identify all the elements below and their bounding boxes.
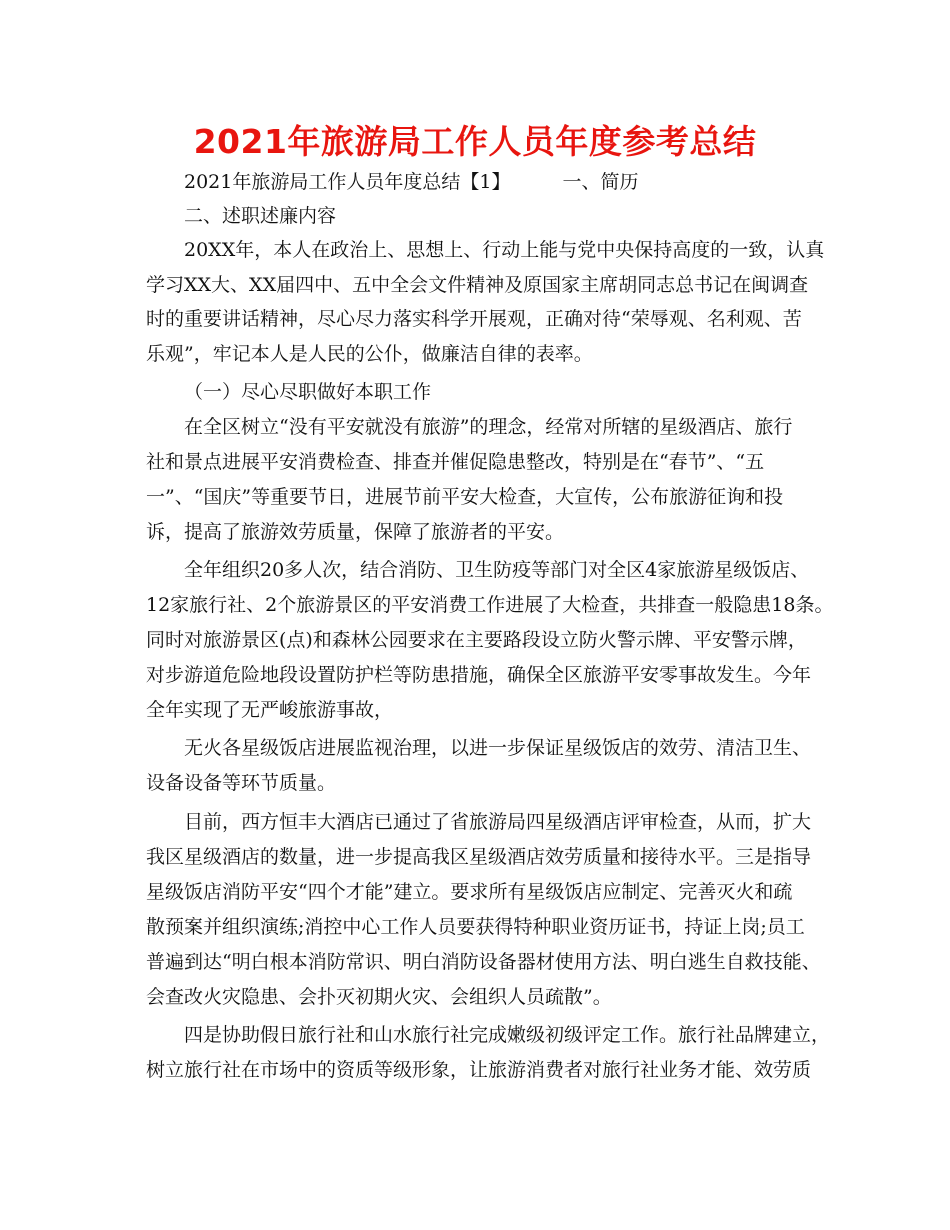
- paragraph-line: 散预案并组织演练;消控中心工作人员要获得特种职业资历证书，持证上岗;员工: [146, 916, 805, 938]
- subsection-heading: （一）尽心尽职做好本职工作: [184, 381, 432, 403]
- summary-heading: 2021年旅游局工作人员年度总结【1】: [184, 171, 511, 193]
- paragraph-line: 在全区树立“没有平安就没有旅游”的理念，经常对所辖的星级酒店、旅行: [184, 416, 793, 438]
- paragraph-line: 诉，提高了旅游效劳质量，保障了旅游者的平安。: [146, 521, 565, 543]
- paragraph-line: 一”、“国庆”等重要节日，进展节前平安大检查，大宣传，公布旅游征询和投: [146, 486, 784, 508]
- document-title: 2021年旅游局工作人员年度参考总结: [193, 122, 757, 161]
- paragraph-line: 学习XX大、XX届四中、五中全会文件精神及原国家主席胡同志总书记在闽调查: [146, 274, 809, 296]
- paragraph-line: 乐观”，牢记本人是人民的公仆，做廉洁自律的表率。: [146, 343, 593, 365]
- paragraph-line: 20XX年，本人在政治上、思想上、行动上能与党中央保持高度的一致，认真: [184, 239, 825, 261]
- paragraph-line: 同时对旅游景区(点)和森林公园要求在主要路段设立防火警示牌、平安警示牌，: [146, 629, 807, 651]
- paragraph-line: 普遍到达“明白根本消防常识、明白消防设备器材使用方法、明白逃生自救技能、: [146, 951, 821, 973]
- paragraph-line: 全年组织20多人次，结合消防、卫生防疫等部门对全区4家旅游星级饭店、: [184, 559, 810, 581]
- paragraph-line: 四是协助假日旅行社和山水旅行社完成嫩级初级评定工作。旅行社品牌建立，: [184, 1024, 831, 1046]
- paragraph-line: 对步游道危险地段设置防护栏等防患措施，确保全区旅游平安零事故发生。今年: [146, 664, 812, 686]
- section-resume-heading: 一、简历: [562, 171, 639, 193]
- paragraph-line: 会查改火灾隐患、会扑灭初期火灾、会组织人员疏散”。: [146, 986, 612, 1008]
- paragraph-line: 无火各星级饭店进展监视治理，以进一步保证星级饭店的效劳、清洁卫生、: [184, 737, 812, 759]
- paragraph-line: 树立旅行社在市场中的资质等级形象，让旅游消费者对旅行社业务才能、效劳质: [146, 1059, 812, 1081]
- paragraph-line: 时的重要讲话精神，尽心尽力落实科学开展观，正确对待“荣辱观、名利观、苦: [146, 308, 802, 330]
- paragraph-line: 设备设备等环节质量。: [146, 772, 337, 794]
- paragraph-line: 12家旅行社、2个旅游景区的平安消费工作进展了大检查，共排查一般隐患18条。: [146, 594, 834, 616]
- paragraph-line: 社和景点进展平安消费检查、排查并催促隐患整改，特别是在“春节”、“五: [146, 451, 765, 473]
- section-report-heading: 二、述职述廉内容: [184, 205, 337, 227]
- paragraph-line: 我区星级酒店的数量，进一步提高我区星级酒店效劳质量和接待水平。三是指导: [146, 846, 812, 868]
- paragraph-line: 目前，西方恒丰大酒店已通过了省旅游局四星级酒店评审检查，从而，扩大: [184, 811, 812, 833]
- paragraph-line: 星级饭店消防平安“四个才能”建立。要求所有星级饭店应制定、完善灭火和疏: [146, 881, 793, 903]
- summary-heading-line: [184, 170, 638, 194]
- paragraph-line: 全年实现了无严峻旅游事故，: [146, 699, 394, 721]
